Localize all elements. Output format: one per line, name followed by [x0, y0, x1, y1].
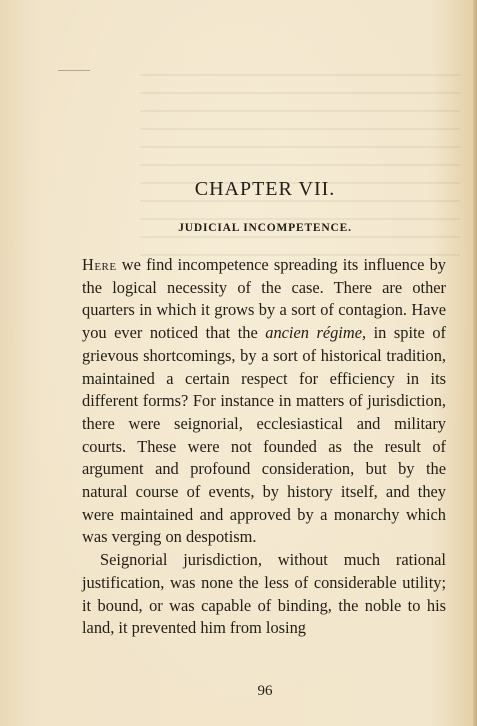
- page-edge: [473, 0, 477, 726]
- chapter-subtitle: JUDICIAL INCOMPETENCE.: [178, 222, 352, 234]
- page-number: 96: [257, 683, 273, 699]
- paragraph-2: Seignorial jurisdiction, without much rational justification, was none the less of considerable utility; it bound, or was capable of binding, the noble to his land, it prevented him from losing: [82, 550, 446, 638]
- paragraph-lead-word: Here: [82, 255, 117, 274]
- paragraph-1: [82, 254, 446, 549]
- chapter-title: CHAPTER VII.: [194, 178, 336, 200]
- paragraph-1-text-a: we find incompetence spreading its influence by the logical necessity of the case. There are other quarters in which it grows by a sort of contagion. Have you ever noticed that the: [82, 255, 446, 343]
- bleed-through-rule: [58, 70, 90, 71]
- paragraph-1-text-b: in spite of grievous shortcomings, by a sort of historical tradition, maintained a certain respect for efficiency in its different forms? For instance in matters of jurisdiction, there were seignorial, ecclesiastical and military courts. These were not founded as the result of argument and profound consideration, but by the natural course of events, by history itself, and they were maintained and approved by a monarchy which was verging on despotism.: [82, 323, 447, 547]
- body-text: [82, 254, 446, 640]
- paragraph-1-italic-phrase: ancien régime,: [265, 323, 367, 343]
